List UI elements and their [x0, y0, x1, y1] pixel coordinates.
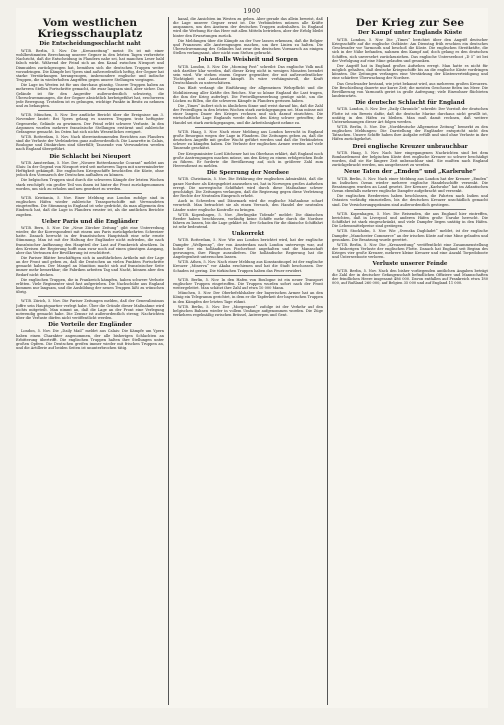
article-paragraph: W.T.B. Berlin, 5. Nov. Die „Kreuzzeitung“ veröffentlicht eine Zusammenstellung der bisherigen Verluste der englischen Flotte. Danach hat England seit Beginn des Krieges vier große Kreuzer, mehrere kleine Kreuzer und eine Anzahl Torpedoboote und Unterseeboote verloren.	[332, 242, 488, 260]
section-divider	[354, 209, 466, 210]
article-paragraph: W.T.B. Kopenhagen, 5. Nov. Die Reisenden, die aus England hier eintreffen, berichten, daß in Liverpool und anderen Häfen große Unruhe herrscht. Die Schiffahrt ist stark eingeschränkt, und viele Dampfer liegen untätig in den Häfen. Die Lebensmittelpreise sind gestiegen.	[332, 211, 488, 229]
newspaper-page	[16, 8, 488, 708]
article-paragraph: Die englischen Reedereien haben beschlossen, die Fahrten nach Indien und Ostasien vorläufig einzustellen, bis die deutschen Kreuzer unschädlich gemacht sind. Die Versicherungsprämien sind außerordentlich gestiegen.	[332, 194, 488, 207]
article-paragraph: W.T.B. Kopenhagen, 5. Nov. „Berlingske Tidende“ meldet: Die dänischen Reeder haben beschlossen, vorläufig keine Schiffe mehr durch die Nordsee fahren zu lassen, bis die Lage geklärt ist. Der Schaden für die dänische Schiffahrt ist sehr bedeutend.	[173, 212, 323, 230]
article-paragraph: W.T.B. Zürich, 5. Nov. Die Pariser Zeitungen melden, daß der Generalissimus Joffre sein Hauptquartier verlegt habe. Über die Gründe dieser Maßnahme wird nichts mitgeteilt. Man nimmt an, daß die Lage an der Front eine Verlegung notwendig gemacht habe. Die Zensur ist außerordentlich streng; Nachrichten über die Verluste dürfen nicht veröffentlicht werden.	[16, 299, 164, 320]
section-title: Ueber Paris und die Engländer	[41, 218, 139, 225]
article-paragraph: Die „Times“ äußert sich in ähnlichem Sinne und weist darauf hin, daß die Zahl der Freiwilligen in den letzten Wochen stark zurückgegangen sei. Man müsse mit einer langen Dauer des Krieges rechnen und sich darauf einrichten. Die wirtschaftliche Lage Englands werde durch den Krieg schwer getroffen; der Handel sei stark zurückgegangen, und die Arbeitslosigkeit nehme zu.	[173, 104, 323, 125]
section-title: Die deutsche Schlacht für England	[355, 100, 465, 107]
article-paragraph: Der Kriegsminister Lord Kitchener hat im Oberhaus erklärt, daß England noch große Anstrengungen machen müsse, um den Krieg zu einem erfolgreichen Ende zu führen. Er forderte die Bevölkerung auf, sich in größerer Zahl zum Heeresdienst zu melden.	[173, 151, 323, 169]
column-left	[16, 17, 164, 705]
article-paragraph: W.T.B. München, 5. Nov. Der amtliche Bericht über die Ereignisse am 3. November lautet: Bei Ypern gelang es unseren Truppen trotz heftigster Gegenwehr, Gelände zu gewinnen. Der Feind erlitt schwere Verluste. In den Argonnen wurden mehrere französische Stellungen erstürmt und zahlreiche Gefangene gemacht. Im Osten hat sich nichts Wesentliches ereignet.	[16, 113, 164, 134]
section-divider	[195, 127, 301, 128]
article-heading: Der Krieg zur See	[355, 17, 465, 29]
article-paragraph: kanal, die Ansichten im Westen zu geben. Aber gerade das allein beweist, daß die Lage unserer Gegner ernst ist. Die Verbündeten müssen alle Kräfte anspannen, um den Ansturm der deutschen Truppen aufzuhalten. In England wird die Werbung für das Heer mit allen Mitteln betrieben, aber der Erfolg bleibt hinter den Erwartungen zurück.	[173, 17, 323, 38]
article-paragraph: W.T.B. Rotterdam, 5. Nov. Wie aus London berichtet wird, hat der englische Dampfer „Wellpenny“, der von Amsterdam nach London unterwegs war, auf hoher See ein holländisches Fischerboot angehalten und die Mannschaft gezwungen, ihre Fänge auszuliefern. Die holländische Regierung hat die Angelegenheit untersuchen lassen.	[173, 238, 323, 260]
article-paragraph: Auch in Schweden und Dänemark wird die englische Maßnahme scharf verurteilt. Man betrachtet sie als einen Versuch, den Handel der neutralen Länder unter englische Kontrolle zu bringen.	[173, 199, 323, 212]
article-paragraph: Der Angriff hat in England großes Aufsehen erregt. Man hatte es nicht für möglich gehalten, daß deutsche Kriegsschiffe bis an die englische Küste vordringen könnten. Die Zeitungen verlangen eine Verstärkung der Küstenverteidigung und eine schärfere Überwachung der Nordsee.	[332, 63, 488, 81]
column-rule	[327, 17, 328, 705]
article-paragraph: W.T.B. Berlin, 5. Nov. Die „Norddeutsche Allgemeine Zeitung“ bemerkt zu den englischen Meldungen: Die Darstellung der Engländer entspricht nicht den Tatsachen. Unsere Schiffe haben ihre Aufgabe erfüllt und sind ohne Verluste in ihre Häfen zurückgekehrt.	[332, 125, 488, 142]
article-paragraph: W.T.B. Rotterdam, 5. Nov. Nach übereinstimmenden Berichten aus Flandern sind die Verluste der Verbündeten ganz außerordentlich. Die Lazarette in Calais, Boulogne und Dünkirchen sind überfüllt; Tausende von Verwundeten werden nach England übergeführt.	[16, 134, 164, 152]
article-paragraph: W.T.B. Berlin, 5. Nov. Der „Morgenpost“ zufolge ist der Verkehr auf den belgischen Bahnen wieder in vollem Umfange aufgenommen worden. Die Züge verkehren regelmäßig zwischen Brüssel, Antwerpen und Gent.	[173, 304, 323, 317]
article-heading: Vom westlichen Kriegsschauplatz	[37, 17, 143, 40]
article-paragraph: W.T.B. Berlin, 5. Nov. Nach den bisher vorliegenden amtlichen Angaben beträgt die Zahl der in deutscher Gefangenschaft befindlichen Offiziere und Mannschaften der feindlichen Heere insgesamt 486 000. Davon entfallen auf Frankreich etwa 180 000, auf Rußland 260 000, auf Belgien 35 000 und auf England 11 000.	[332, 268, 488, 286]
article-paragraph: München, 5. Nov. Der Oberbefehlshaber der bayerischen Armee hat an den König ein Telegramm gerichtet, in dem er die Tapferkeit der bayerischen Truppen in den Kämpfen der letzten Tage rühmt.	[173, 291, 323, 304]
article-paragraph: Die Lage im Westen ist für uns durchaus günstig. Unsere Truppen haben an mehreren Stellen Fortschritte gemacht, die zwar langsam sind, aber sicher. Das Gelände ist für den Angreifer außerordentlich schwierig, die Überschwemmungen, die der Gegner absichtlich herbeigeführt hat, erschweren jede Bewegung. Trotzdem ist es gelungen, wichtige Punkte in Besitz zu nehmen und zu behaupten.	[16, 83, 164, 109]
article-paragraph: Die Meldungen über die Kämpfe an der Yser lassen erkennen, daß die Belgier und Franzosen alle Anstrengungen machen, um ihre Linien zu halten. Die Überschwemmung des Geländes hat zwar den deutschen Vormarsch an einigen Stellen verlangsamt, aber nicht zum Stehen gebracht.	[173, 38, 323, 56]
section-title: Die Vorteile der Engländer	[48, 322, 132, 329]
article-subheading: Der Kampf unter Englands Küste	[357, 30, 463, 36]
column-rule	[168, 17, 169, 705]
section-divider	[195, 275, 301, 276]
section-title: Drei englische Kreuzer unbrauchbar	[352, 143, 468, 150]
section-title: Verluste unserer Feinde	[372, 261, 448, 268]
article-paragraph: W.T.B. London, 5. Nov. Die „Times“ berichtet über den Angriff deutscher Kriegsschiffe auf die englische Ostküste: Am Dienstag früh erschien ein deutsches Geschwader vor Yarmouth und beschoß die Küste. Die englischen Streitkräfte, die sich in der Nähe befanden, nahmen den Kampf auf, doch gelang es den deutschen Schiffen, sich unversehrt zurückzuziehen. Das englische Unterseeboot „D 5“ ist bei der Verfolgung auf eine Mine gelaufen und gesunken.	[332, 38, 488, 63]
article-paragraph: Die belgischen Truppen sind durch die schweren Kämpfe der letzten Wochen stark erschöpft; ein großer Teil von ihnen ist hinter die Front zurückgenommen worden, um sich zu erholen und neu geordnet zu werden.	[16, 178, 164, 191]
section-title: Die Sperrung der Nordsee	[206, 170, 290, 177]
section-title: Neue Taten der „Emden“ und „Karlsruhe“	[344, 169, 476, 176]
article-paragraph: W.T.B. Berlin, 5. Nov. Die „Kreuzzeitung“ meint: Es ist mit einer wohlbestimmten Berechnung unserer Gegner in den letzten Tagen verbreitete Nachricht, daß die Entscheidung in Flandern nahe sei, hat manchen Leser bald falsch wirkt. Während der Feind sich an den Kanal zwischen Nieuport und Dixmuiden zurückgezogen hat, bemühen sich die deutschen Truppen weiter vorzudringen. Die Kämpfe bei Ypern sind außerordentlich heftig, der Gegner hat starke Verstärkungen herangezogen, insbesondere englische und indische Truppen, die in wiederholten Angriffen gegen unsere Stellungen vorgingen.	[16, 49, 164, 83]
article-paragraph: W.T.B. Christiania, 5. Nov. Die Erklärung der englischen Admiralität, daß die ganze Nordsee als Kriegsgebiet anzusehen sei, hat in Norwegen großes Aufsehen erregt. Die norwegische Schiffahrt wird durch diese Maßnahme schwer geschädigt. Die Zeitungen verlangen, daß die Regierung gegen diese Verletzung der Rechte der Neutralen Einspruch erhebt.	[173, 177, 323, 199]
article-paragraph: W.T.B. Haag, 5. Nov. Nach hier eingegangenen Nachrichten sind bei dem Bombardement der belgischen Küste drei englische Kreuzer so schwer beschädigt worden, daß sie für längere Zeit unbrauchbar sind. Sie mußten nach England zurückgebracht werden, um ausgebessert zu werden.	[332, 150, 488, 168]
article-paragraph: London, 5. Nov. Die „Daily Mail“ meldet aus Calais: Die Kämpfe um Ypern haben einen Charakter angenommen, der alle bisherigen Schlachten an Erbitterung übertrifft. Die englischen Truppen halten ihre Stellungen unter großen Opfern. Die Deutschen greifen immer wieder mit frischen Truppen an, und die Artillerie auf beiden Seiten ist ununterbrochen tätig.	[16, 329, 164, 350]
article-paragraph: Die Pariser Blätter beschäftigen sich in ausführlichen Artikeln mit der Lage an der Front und geben zu, daß die Deutschen an vielen Punkten Fortschritte gemacht haben. Der Mangel an Munition macht sich auf französischer Seite immer mehr bemerkbar; die Fabriken arbeiten Tag und Nacht, können aber den Bedarf nicht decken.	[16, 255, 164, 277]
article-paragraph: Das Geschwader bestand, wie jetzt bekannt wird, aus mehreren großen Kreuzern. Die Beschießung dauerte nur kurze Zeit; die meisten Geschosse fielen ins Meer. Die Bevölkerung von Yarmouth geriet in große Aufregung; viele Einwohner flüchteten landeinwärts.	[332, 81, 488, 99]
article-paragraph: W.T.B. Berlin, 5. Nov. In den Hafen von Boulogne ist ein neuer Transport englischer Truppen eingetroffen. Die Truppen wurden sofort nach der Front weitergeleitet. Man schätzt ihre Zahl auf etwa 10 000 Mann.	[173, 277, 323, 291]
article-paragraph: W.T.B. London, 5. Nov. Der „Daily Chronicle“ schreibt: Der Vorstoß der deutschen Flotte ist ein Beweis dafür, daß die deutsche Marine durchaus nicht gewillt ist, untätig in den Häfen zu bleiben. Man muß damit rechnen, daß weitere Unternehmungen dieser Art folgen werden.	[332, 107, 488, 124]
article-paragraph: Das Blatt verlangt die Einführung der allgemeinen Wehrpflicht und die Mobilisierung aller Kräfte des Reiches. Nur so könne England die Last tragen, die ihm der Krieg auferlegt. Die Freiwilligenwerbung genüge nicht, um die Lücken zu füllen, die die schweren Kämpfe in Flandern gerissen haben.	[173, 86, 323, 103]
section-divider	[38, 110, 142, 111]
section-divider	[38, 193, 142, 194]
article-paragraph: W.T.B. Stockholm, 5. Nov. Wie „Svenska Dagbladet“ meldet, ist der englische Dampfer „Manchester Commerce“ an der irischen Küste auf eine Mine gelaufen und gesunken. Die Besatzung wurde gerettet.	[332, 229, 488, 242]
column-right	[332, 17, 488, 705]
section-title: Die Schlacht bei Nieuport	[49, 153, 131, 160]
article-paragraph: W.T.B. Amsterdam, 5. Nov. Der „Nieuwe Rotterdamsche Courant“ meldet aus Sluis: In der Gegend von Nieuport wird seit mehreren Tagen mit unverminderter Heftigkeit gekämpft. Die englischen Kriegsschiffe beschießen die Küste, ohne jedoch den Vormarsch der Deutschen aufhalten zu können.	[16, 160, 164, 178]
article-paragraph: W.T.B. Bern, 5. Nov. Die „Neue Zürcher Zeitung“ gibt eine Unterredung wieder, die ihr Korrespondent mit einem aus Paris zurückgekehrten Schweizer hatte. Danach herrscht in der französischen Hauptstadt eine sehr ernste Stimmung. Man ist mit der Haltung der Engländer nicht zufrieden, die nach französischer Auffassung den Hauptteil der Last auf Frankreich abwälzen. In den Kreisen der Regierung hofft man zwar noch auf einen günstigen Ausgang, aber das Vertrauen der Bevölkerung ist erschüttert.	[16, 225, 164, 255]
article-paragraph: W.T.B. Berlin, 5. Nov. Nach einer Meldung aus London hat der Kreuzer „Emden“ im Indischen Ozean wieder mehrere englische Handelsschiffe versenkt. Die Besatzungen wurden an Land gesetzt. Der Kreuzer „Karlsruhe“ hat im Atlantischen Ozean ebenfalls mehrere englische Dampfer aufgebracht und versenkt.	[332, 176, 488, 194]
article-subheading: Die Entscheidungsschlacht naht	[39, 41, 141, 47]
article-paragraph: W.T.B. Athen, 5. Nov. Nach einer Meldung aus Konstantinopel ist der englische Kreuzer „Minerva“ vor Akaba erschienen und hat die Stadt beschossen. Der Schaden ist gering. Die türkischen Truppen haben das Feuer erwidert.	[173, 260, 323, 273]
section-divider	[38, 296, 142, 297]
article-paragraph: W.T.B. London, 5. Nov. Die „Morning Post“ schreibt: Das englische Volk muß sich darüber klar werden, daß dieser Krieg nicht in wenigen Monaten beendet sein wird. Wir stehen einem Gegner gegenüber, der mit außerordentlicher Tüchtigkeit und Ausdauer kämpft. Es wäre verhängnisvoll, die Kraft Deutschlands zu unterschätzen.	[173, 64, 323, 86]
section-title: John Bulls Weisheit und Sorgen	[198, 57, 298, 64]
column-middle	[173, 17, 323, 705]
article-paragraph: W.T.B. Kristiania, 5. Nov. Einer Meldung aus London zufolge sind in englischen Häfen wieder zahlreiche Transportschiffe mit Verwundeten eingetroffen. Die Stimmung in England ist sehr gedrückt, da man allgemein den Eindruck hat, daß die Lage in Flandern ernster ist, als die amtlichen Berichte zugeben.	[16, 195, 164, 217]
article-paragraph: Die englischen Truppen, die in Frankreich kämpfen, haben schwere Verluste erlitten. Viele Regimenter sind fast aufgerieben. Die Nachschübe aus England kommen nur langsam, und die Ausbildung der neuen Truppen läßt zu wünschen übrig.	[16, 277, 164, 295]
section-title: Unkorrekt	[231, 231, 265, 238]
article-paragraph: W.T.B. Haag, 5. Nov. Nach einer Meldung aus London herrscht in England große Besorgnis wegen der Lage in Flandern. Die Zeitungen geben zu, daß die deutschen Angriffe mit großer Wucht geführt werden und daß die Verbündeten schwer zu kämpfen haben. Die Verluste der englischen Armee werden auf viele Tausende geschätzt.	[173, 129, 323, 151]
page-number: 1900	[243, 8, 261, 15]
